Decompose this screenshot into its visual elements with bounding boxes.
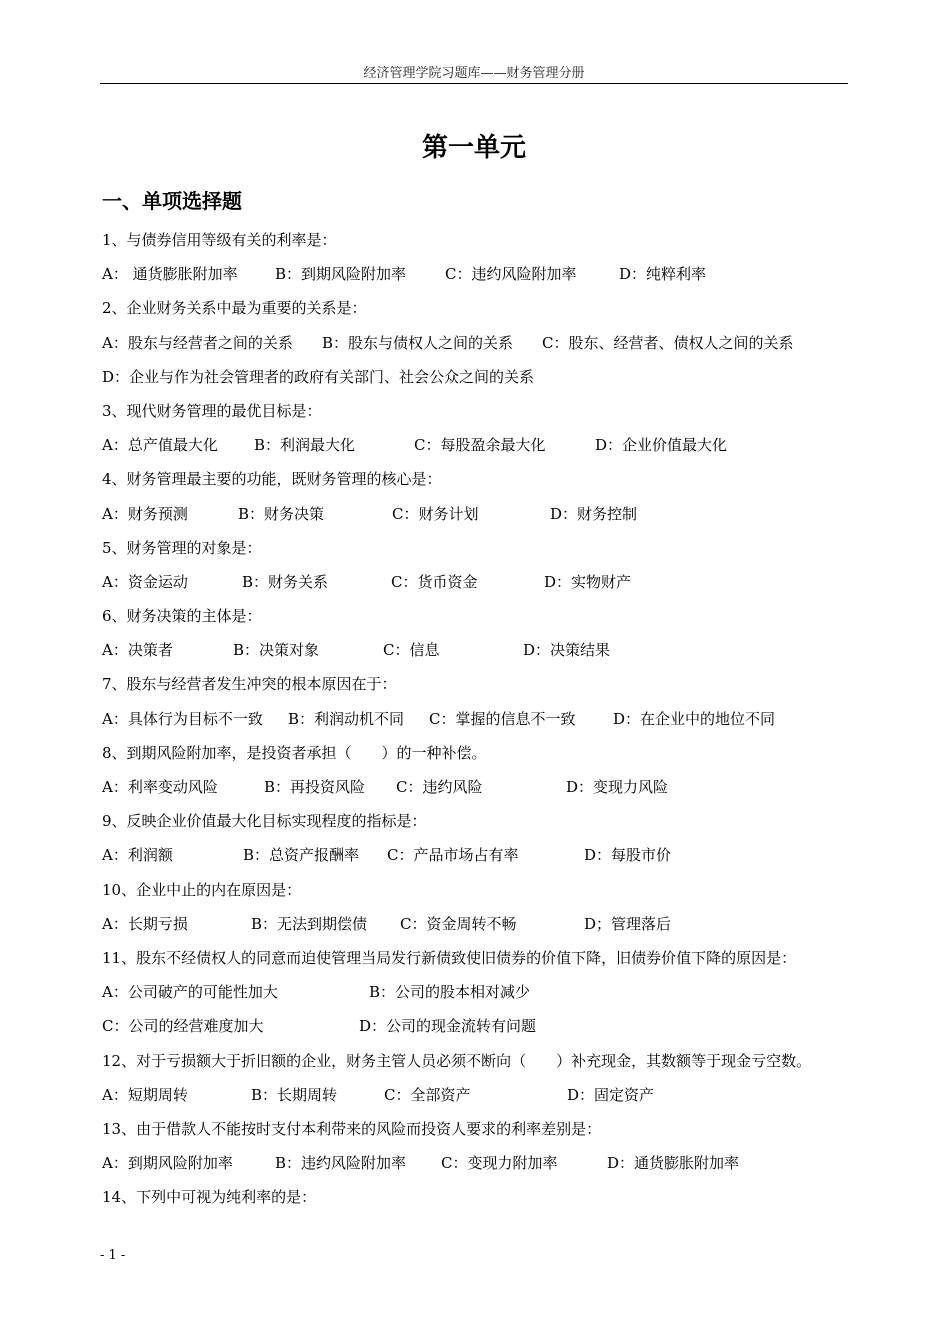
answer-option: D：变现力风险 [566, 778, 669, 796]
answer-option: D：通货膨胀附加率 [607, 1154, 740, 1173]
answer-option: C：产品市场占有率 [387, 846, 519, 865]
question-text: 10、企业中止的内在原因是： [102, 880, 302, 899]
answer-option: A：具体行为目标不一致 [102, 709, 263, 728]
answer-option: B：到期风险附加率 [275, 265, 407, 284]
answer-option: B：利润动机不同 [288, 709, 405, 728]
answer-option: D：实物财产 [544, 572, 632, 591]
answer-option: A： 通货膨胀附加率 [102, 265, 238, 284]
question-text: 6、财务决策的主体是： [102, 607, 262, 626]
page-number: - 1 - [100, 1248, 126, 1263]
question-text: 9、反映企业价值最大化目标实现程度的指标是： [102, 812, 427, 831]
answer-options [102, 428, 882, 462]
answer-option: C：资金周转不畅 [400, 914, 517, 933]
answer-option: C：公司的经营难度加大 [102, 1017, 264, 1036]
answer-option: C：全部资产 [384, 1085, 471, 1104]
answer-option: B：财务决策 [238, 504, 325, 523]
question-text: 13、由于借款人不能按时支付本利带来的风险而投资人要求的利率差别是： [102, 1119, 602, 1138]
question-list [102, 223, 882, 1214]
question-text: 8、到期风险附加率，是投资者承担（ ）的一种补偿。 [102, 743, 487, 762]
question-text: 1、与债券信用等级有关的利率是： [102, 231, 337, 249]
answer-options [102, 770, 882, 804]
answer-option: B：违约风险附加率 [275, 1154, 407, 1173]
answer-options [102, 257, 882, 291]
answer-option: C：财务计划 [392, 504, 479, 523]
question-text: 2、企业财务关系中最为重要的关系是： [102, 299, 367, 318]
answer-option: A：利润额 [102, 846, 173, 865]
answer-option: D：在企业中的地位不同 [613, 709, 776, 728]
answer-option: B：财务关系 [242, 572, 329, 591]
answer-option: D：每股市价 [584, 846, 672, 865]
unit-title: 第一单元 [421, 133, 526, 163]
answer-option: A：总产值最大化 [102, 436, 218, 455]
answer-option: C：违约风险 [396, 778, 483, 796]
answer-option: D：企业价值最大化 [595, 436, 728, 455]
answer-option: A：长期亏损 [102, 914, 188, 933]
answer-option: A：短期周转 [102, 1085, 188, 1104]
answer-option: B：总资产报酬率 [243, 846, 360, 865]
answer-options [102, 1078, 882, 1112]
question-text: 3、现代财务管理的最优目标是： [102, 401, 322, 420]
answer-option: A：股东与经营者之间的关系 [102, 333, 293, 352]
answer-option: A：公司破产的可能性加大 [102, 983, 278, 1002]
question-text: 5、财务管理的对象是： [102, 538, 262, 557]
answer-option: D：公司的现金流转有问题 [359, 1017, 537, 1036]
answer-option: A：资金运动 [102, 572, 188, 591]
answer-options [102, 326, 882, 360]
answer-option: B：利润最大化 [254, 436, 356, 455]
section-title: 一、单项选择题 [102, 189, 242, 213]
answer-option: C：掌握的信息不一致 [429, 709, 576, 728]
answer-options [102, 702, 882, 736]
answer-options [102, 1009, 882, 1043]
answer-options [102, 907, 882, 941]
question-text: 7、股东与经营者发生冲突的根本原因在于： [102, 675, 397, 694]
answer-option: A：到期风险附加率 [102, 1154, 233, 1173]
answer-option: C：违约风险附加率 [445, 265, 577, 284]
answer-options [102, 1146, 882, 1180]
answer-options [102, 838, 882, 872]
answer-option: C：每股盈余最大化 [414, 436, 546, 455]
answer-option: D：决策结果 [523, 641, 611, 660]
answer-option: B：公司的股本相对减少 [369, 983, 531, 1002]
answer-option: B：无法到期偿债 [251, 914, 368, 933]
question-text: 4、财务管理最主要的功能，既财务管理的核心是： [102, 470, 442, 489]
question-text: 11、股东不经债权人的同意而迫使管理当局发行新债致使旧债券的价值下降，旧债券价值下降的原因是： [102, 948, 797, 967]
answer-option: C：信息 [383, 641, 440, 660]
question-text: D：企业与作为社会管理者的政府有关部门、社会公众之间的关系 [102, 367, 535, 386]
answer-option: C：货币资金 [391, 572, 478, 591]
answer-option: B：长期周转 [251, 1085, 338, 1104]
question-text: 14、下列中可视为纯利率的是： [102, 1188, 317, 1207]
answer-option: B：再投资风险 [264, 778, 366, 796]
answer-options [102, 975, 882, 1009]
answer-option: C：变现力附加率 [441, 1154, 558, 1173]
answer-options [102, 565, 882, 599]
header-rule [100, 83, 848, 84]
answer-option: B：股东与债权人之间的关系 [322, 333, 514, 352]
answer-option: B：决策对象 [233, 641, 320, 660]
answer-options [102, 633, 882, 667]
answer-option: D：固定资产 [567, 1085, 655, 1104]
answer-option: D：纯粹利率 [619, 265, 707, 284]
answer-option: D：财务控制 [550, 504, 638, 523]
answer-options [102, 497, 882, 531]
answer-option: A：决策者 [102, 641, 173, 660]
answer-option: D；管理落后 [584, 914, 672, 933]
question-text: 12、对于亏损额大于折旧额的企业，财务主管人员必须不断向（ ）补充现金，其数额等于现金亏空数。 [102, 1051, 812, 1070]
answer-option: C：股东、经营者、债权人之间的关系 [542, 333, 794, 352]
answer-option: A：利率变动风险 [102, 778, 218, 796]
answer-option: A：财务预测 [102, 504, 188, 523]
page-header: 经济管理学院习题库——财务管理分册 [363, 66, 585, 81]
